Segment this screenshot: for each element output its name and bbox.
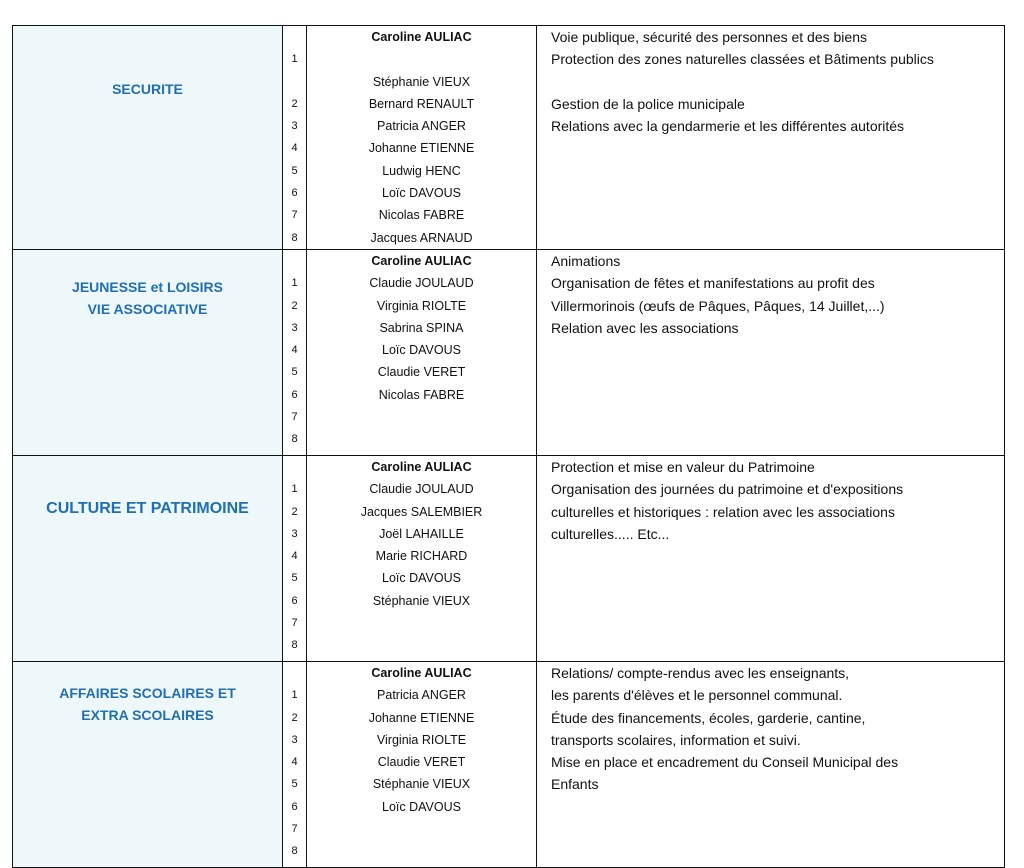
- member-number: 1: [291, 483, 298, 496]
- section-number-cell: [283, 661, 307, 867]
- section-lead-name: Caroline AULIAC: [371, 459, 472, 474]
- member-name: Jacques SALEMBIER: [360, 504, 483, 519]
- section-theme-title: SECURITE: [112, 81, 183, 97]
- section-theme-cell: [13, 26, 283, 250]
- section-theme-title: JEUNESSE et LOISIRS: [72, 278, 223, 295]
- member-name: Claudie VERET: [377, 365, 466, 380]
- section-row: [13, 26, 1005, 250]
- member-number: 8: [291, 231, 298, 244]
- member-number: 3: [291, 120, 298, 133]
- section-theme-cell: [13, 455, 283, 661]
- member-name: Loïc DAVOUS: [382, 343, 461, 358]
- member-name: Johanne ETIENNE: [368, 710, 475, 725]
- member-number: 1: [291, 689, 298, 702]
- section-number-cell: [283, 249, 307, 455]
- member-name: Stéphanie VIEUX: [372, 777, 471, 792]
- section-row: [13, 455, 1005, 661]
- section-missions-cell: [537, 455, 1005, 661]
- mission-line: Voie publique, sécurité des personnes et des biens: [551, 29, 867, 45]
- section-row: [13, 661, 1005, 867]
- section-number-cell: [283, 26, 307, 250]
- section-lead-name: Caroline AULIAC: [371, 30, 472, 44]
- member-name: Stéphanie VIEUX: [372, 74, 471, 89]
- member-number: [283, 662, 306, 684]
- section-missions-cell: [537, 26, 1005, 250]
- section-members-cell: [307, 26, 537, 250]
- member-number: 6: [291, 800, 298, 813]
- member-number: 3: [291, 733, 298, 746]
- member-name: Virginia RIOLTE: [376, 732, 467, 747]
- section-theme-cell: [13, 661, 283, 867]
- member-number: 1: [291, 277, 298, 290]
- member-name: Joël LAHAILLE: [379, 526, 464, 541]
- member-number: 7: [291, 411, 298, 424]
- section-theme-cell: [13, 249, 283, 455]
- member-name: [307, 48, 536, 70]
- mission-line: les parents d'élèves et le personnel communal.: [551, 687, 843, 704]
- section-number-cell: [283, 455, 307, 661]
- member-number: 1: [291, 53, 298, 66]
- member-name: Bernard RENAULT: [368, 96, 475, 111]
- member-number: 2: [291, 299, 298, 312]
- member-name: Marie RICHARD: [375, 549, 468, 564]
- section-members-cell: [307, 455, 537, 661]
- member-number: 4: [291, 550, 298, 563]
- commission-table: [12, 25, 1005, 868]
- member-name: Nicolas FABRE: [378, 208, 465, 223]
- member-number: 8: [291, 433, 298, 446]
- mission-line: [537, 71, 1004, 93]
- member-name: Loïc DAVOUS: [382, 186, 461, 201]
- member-number: 8: [291, 639, 298, 652]
- mission-line: Organisation de fêtes et manifestations au profit des: [551, 275, 875, 292]
- member-name: Loïc DAVOUS: [382, 571, 461, 586]
- member-number: 5: [291, 778, 298, 791]
- mission-line: Organisation des journées du patrimoine et d'expositions: [551, 481, 904, 498]
- mission-line: culturelles..... Etc...: [551, 525, 670, 542]
- section-missions-cell: [537, 661, 1005, 867]
- member-name: Patricia ANGER: [377, 119, 466, 134]
- mission-line: Villermorinois (œufs de Pâques, Pâques, 14 Juillet,...): [551, 297, 885, 314]
- mission-line: Mise en place et encadrement du Conseil Municipal des: [551, 754, 899, 771]
- section-missions-cell: [537, 249, 1005, 455]
- section-members-cell: [307, 249, 537, 455]
- member-name: Claudie JOULAUD: [369, 482, 474, 497]
- mission-line: Relations/ compte-rendus avec les enseignants,: [551, 664, 850, 681]
- member-name: Nicolas FABRE: [378, 387, 465, 402]
- section-lead-name: Caroline AULIAC: [371, 253, 472, 268]
- mission-line: transports scolaires, information et suivi.: [551, 731, 801, 748]
- member-name: [307, 634, 536, 656]
- member-number: 4: [291, 756, 298, 769]
- member-number: 6: [291, 388, 298, 401]
- mission-line: Relations avec la gendarmerie et les différentes autorités: [551, 118, 905, 135]
- member-number: 3: [291, 527, 298, 540]
- member-number: 7: [291, 209, 298, 222]
- mission-line: culturelles et historiques : relation avec les associations: [551, 503, 895, 520]
- member-number: 7: [291, 617, 298, 630]
- member-name: Johanne ETIENNE: [368, 141, 475, 156]
- member-number: 6: [291, 187, 298, 200]
- member-number: 4: [291, 344, 298, 357]
- member-number: 2: [291, 97, 298, 110]
- member-number: 8: [291, 845, 298, 858]
- member-name: [307, 818, 536, 840]
- mission-line: Animations: [551, 252, 621, 269]
- section-row: [13, 249, 1005, 455]
- member-number: [283, 456, 306, 478]
- member-name: Claudie VERET: [377, 755, 466, 770]
- member-number: [283, 71, 306, 93]
- member-number: 3: [291, 321, 298, 334]
- member-number: 2: [291, 711, 298, 724]
- member-name: Virginia RIOLTE: [376, 298, 467, 313]
- section-lead-name: Caroline AULIAC: [371, 665, 472, 680]
- mission-line: Protection et mise en valeur du Patrimoine: [551, 458, 815, 475]
- member-name: Claudie JOULAUD: [369, 276, 474, 291]
- member-name: Stéphanie VIEUX: [372, 593, 471, 608]
- member-name: Ludwig HENC: [382, 163, 461, 178]
- member-name: [307, 840, 536, 862]
- member-name: Jacques ARNAUD: [370, 230, 473, 245]
- member-name: [307, 406, 536, 428]
- member-number: [283, 250, 306, 272]
- commission-document: [12, 25, 1004, 858]
- member-name: Loïc DAVOUS: [382, 799, 461, 814]
- member-number: 4: [291, 142, 298, 155]
- member-number: [283, 26, 306, 48]
- member-name: [307, 428, 536, 450]
- mission-line: Étude des financements, écoles, garderie, cantine,: [551, 709, 866, 726]
- mission-line: Gestion de la police municipale: [551, 95, 745, 112]
- member-number: 7: [291, 823, 298, 836]
- member-number: 6: [291, 594, 298, 607]
- mission-line: Relation avec les associations: [551, 319, 739, 336]
- section-members-cell: [307, 661, 537, 867]
- section-theme-title: CULTURE ET PATRIMOINE: [46, 499, 249, 517]
- member-number: 5: [291, 164, 298, 177]
- member-number: 2: [291, 505, 298, 518]
- mission-line: Protection des zones naturelles classées et Bâtiments publics: [551, 51, 934, 68]
- section-theme-title: VIE ASSOCIATIVE: [87, 300, 208, 317]
- member-name: Patricia ANGER: [377, 688, 466, 703]
- member-name: [307, 612, 536, 634]
- mission-line: Enfants: [551, 776, 599, 793]
- section-theme-title: EXTRA SCOLAIRES: [81, 706, 214, 723]
- member-name: Sabrina SPINA: [379, 320, 464, 335]
- section-theme-title: AFFAIRES SCOLAIRES ET: [59, 684, 236, 701]
- member-number: 5: [291, 572, 298, 585]
- member-number: 5: [291, 366, 298, 379]
